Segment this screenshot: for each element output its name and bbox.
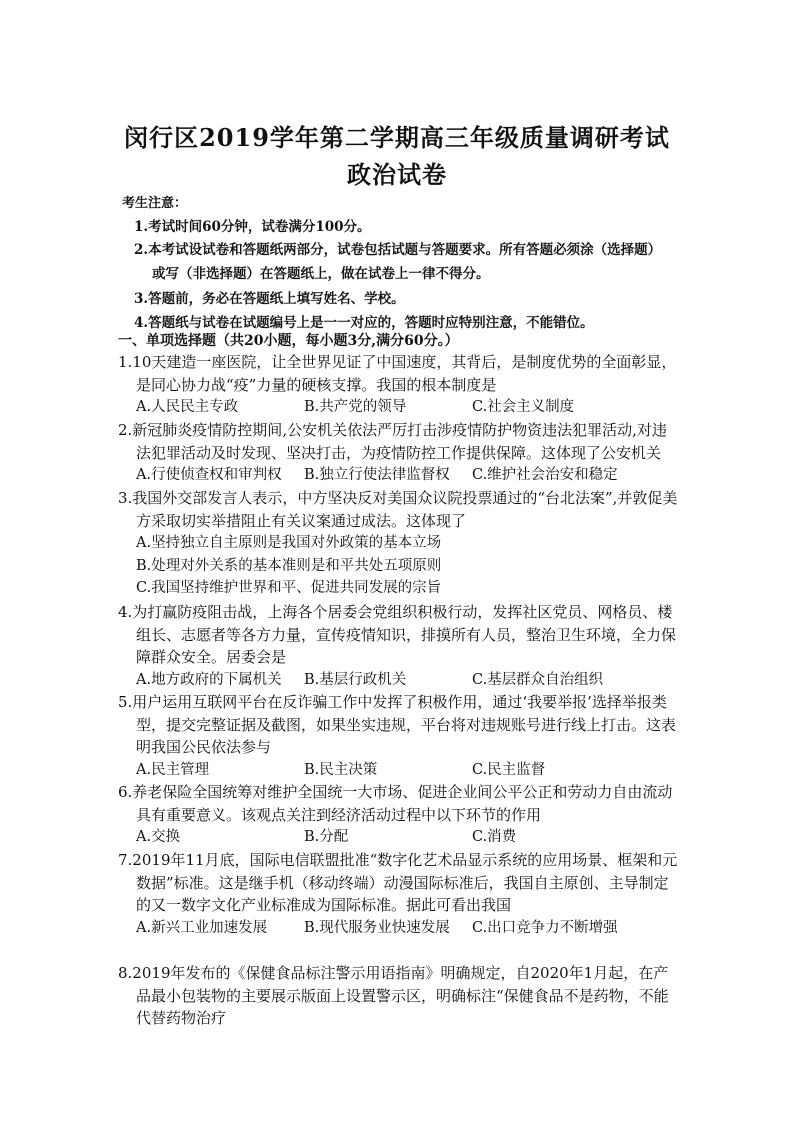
question-1 bbox=[118, 351, 678, 419]
question-2 bbox=[118, 419, 678, 487]
question-stem: 6.养老保险全国统筹对维护全国统一大市场、促进企业间公平公正和劳动力自由流动具有重要意义。该观点关注到经济活动过程中以下环节的作用 bbox=[118, 783, 673, 824]
options-row bbox=[118, 759, 678, 782]
notice-heading: 考生注意： bbox=[122, 196, 188, 211]
section-heading: 一、单项选择题（共20小题，每小题3分,满分60分。） bbox=[118, 333, 459, 349]
option-b: B.独立行使法律监督权 bbox=[304, 467, 450, 483]
question-7 bbox=[118, 849, 678, 939]
option-a: A.行使侦查权和审判权 bbox=[136, 467, 282, 483]
question-stem: 5.用户运用互联网平台在反诈骗工作中发挥了积极作用，通过‘我要举报’选择举报类型，提交完整证据及截图，如果坐实违规，平台将对违规账号进行线上打击。这表明我国公民依法参与 bbox=[118, 693, 677, 756]
options-column bbox=[118, 532, 678, 600]
notice-item-2: 2.本考试设试卷和答题纸两部分，试卷包括试题与答题要求。所有答题必须涂（选择题） bbox=[134, 242, 662, 258]
notice-item-1: 1.考试时间60分钟，试卷满分100分。 bbox=[134, 219, 371, 235]
question-stem: 2.新冠肺炎疫情防控期间,公安机关依法严厉打击涉疫情防护物资违法犯罪活动,对违法犯罪活动及时发现、坚决打击，为疫情防控工作提供保障。这体现了公安机关 bbox=[118, 421, 667, 462]
option-a: A.地方政府的下属机关 bbox=[136, 671, 282, 688]
question-8 bbox=[118, 962, 678, 1030]
options-row bbox=[118, 464, 678, 487]
option-b: B.处理对外关系的基本准则是和平共处五项原则 bbox=[136, 557, 442, 574]
exam-subtitle: 政治试卷 bbox=[347, 160, 447, 189]
question-stem: 7.2019年11月底，国际电信联盟批准“数字化艺术品显示系统的应用场景、框架和元数据”标准。这是继手机（移动终端）动漫国际标准后，我国自主原创、主导制定的又一数字文化产业标准成为国际标准。据此可看出我国 bbox=[118, 851, 678, 914]
option-b: B.基层行政机关 bbox=[304, 671, 407, 688]
notice-item-3: 3.答题前，务必在答题纸上填写姓名、学校。 bbox=[134, 291, 405, 307]
option-c: C.基层群众自治组织 bbox=[472, 671, 604, 688]
question-4 bbox=[118, 601, 678, 691]
option-b: B.民主决策 bbox=[304, 761, 378, 778]
option-c: C.出口竞争力不断增强 bbox=[472, 919, 618, 936]
option-b: B.分配 bbox=[304, 829, 349, 845]
question-stem: 8.2019年发布的《保健食品标注警示用语指南》明确规定，自2020年1月起，在产品最小包装物的主要展示版面上设置警示区，明确标注“保健食品不是药物，不能代替药物治疗 bbox=[118, 964, 669, 1027]
question-stem: 1.10天建造一座医院，让全世界见证了中国速度，其背后，是制度优势的全面彰显，是同心协力战“疫”力量的硬核支撑。我国的根本制度是 bbox=[118, 353, 677, 394]
option-b: B.共产党的领导 bbox=[304, 399, 407, 415]
option-c: C.消费 bbox=[472, 829, 517, 845]
notice-item-4: 4.答题纸与试卷在试题编号上是一一对应的，答题时应特别注意，不能错位。 bbox=[134, 315, 594, 331]
option-c: C.社会主义制度 bbox=[472, 399, 575, 415]
option-c: C.维护社会治安和稳定 bbox=[472, 467, 618, 483]
notice-item-2-cont: 或写（非选择题）在答题纸上，做在试卷上一律不得分。 bbox=[152, 266, 490, 282]
question-stem: 3.我国外交部发言人表示，中方坚决反对美国众议院投票通过的“台北法案”,并敦促美方采取切实举措阻止有关议案通过成法。这体现了 bbox=[118, 489, 678, 530]
option-c: C.我国坚持维护世界和平、促进共同发展的宗旨 bbox=[136, 580, 442, 596]
option-c: C.民主监督 bbox=[472, 761, 546, 778]
question-stem: 4.为打赢防疫阻击战，上海各个居委会党组织积极行动，发挥社区党员、网格员、楼组长、志愿者等各方力量，宣传疫情知识，排摸所有人员，整治卫生环境，全力保障群众安全。居委会是 bbox=[118, 603, 677, 666]
options-row bbox=[118, 669, 678, 692]
question-5 bbox=[118, 691, 678, 781]
question-3 bbox=[118, 487, 678, 600]
option-a: A.新兴工业加速发展 bbox=[136, 919, 268, 936]
question-6 bbox=[118, 781, 678, 849]
options-row bbox=[118, 917, 678, 940]
option-a: A.坚持独立自主原则是我国对外政策的基本立场 bbox=[136, 535, 442, 551]
option-a: A.交换 bbox=[136, 829, 181, 845]
option-a: A.人民民主专政 bbox=[136, 399, 239, 415]
option-a: A.民主管理 bbox=[136, 761, 210, 778]
option-b: B.现代服务业快速发展 bbox=[304, 919, 450, 936]
exam-title: 闵行区2019学年第二学期高三年级质量调研考试 bbox=[124, 123, 670, 152]
options-row bbox=[118, 396, 678, 419]
options-row bbox=[118, 826, 678, 849]
